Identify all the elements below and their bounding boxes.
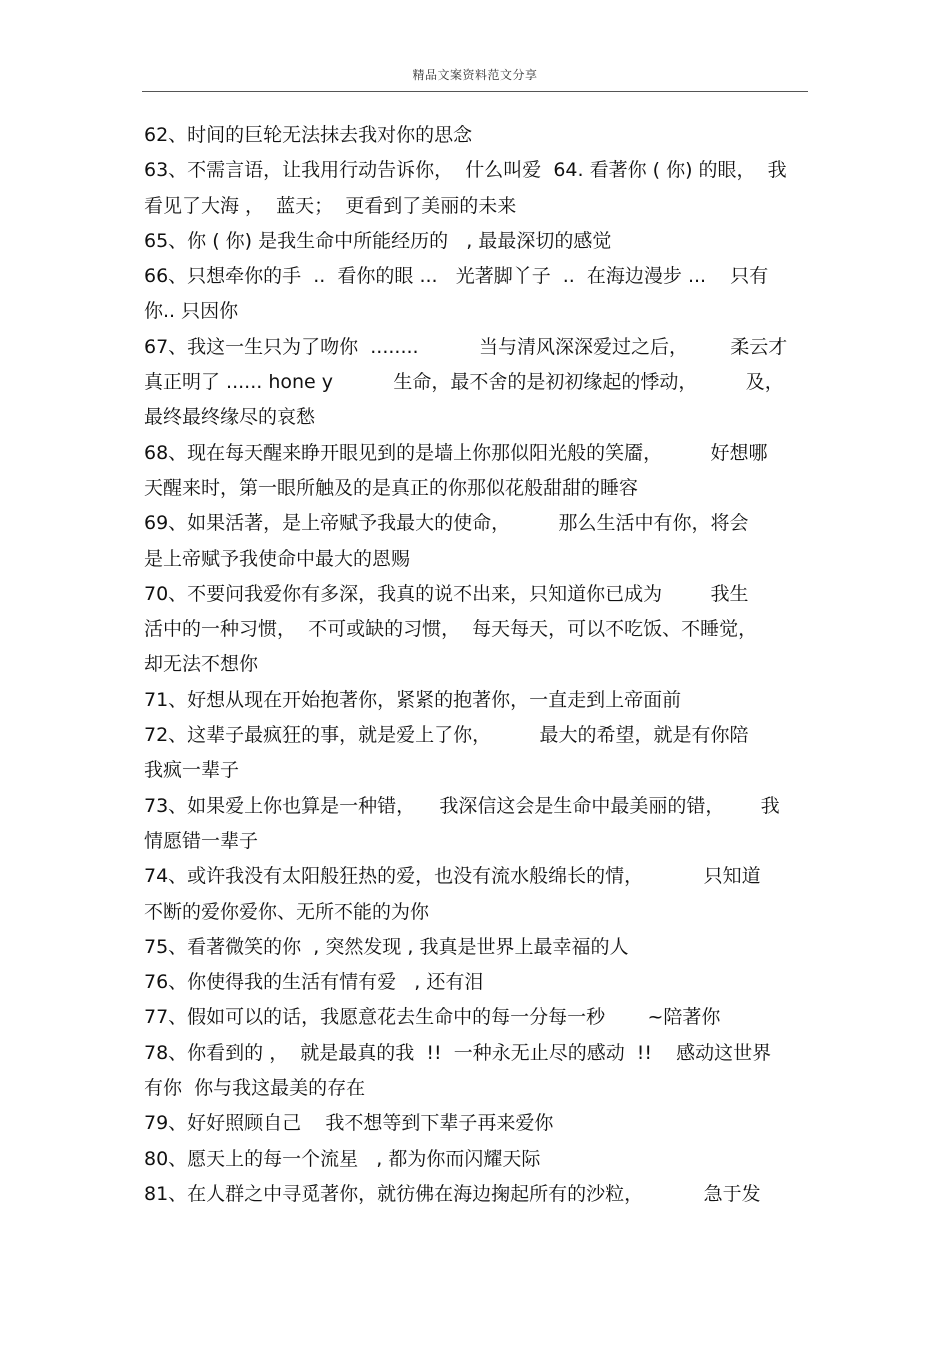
text-line: 67、我这一生只为了吻你 ........ 当与清风深深爱过之后， 柔云才 [144, 335, 788, 358]
document-body [144, 118, 810, 1212]
text-line: 65、你 ( 你) 是我生命中所能经历的 , 最最深切的感觉 [144, 229, 612, 252]
text-line: 80、愿天上的每一个流星 , 都为你而闪耀天际 [144, 1147, 541, 1170]
text-line: 73、如果爱上你也算是一种错， 我深信这会是生命中最美丽的错， 我 [144, 794, 780, 817]
text-line: 是上帝赋予我使命中最大的恩赐 [144, 547, 411, 570]
header-divider [142, 91, 808, 92]
text-line: 76、你使得我的生活有情有爱 , 还有泪 [144, 971, 484, 994]
text-line: 66、只想牵你的手 .. 看你的眼 ... 光著脚丫子 .. 在海边漫步 ... 只有 [144, 265, 769, 288]
text-line: 最终最终缘尽的哀愁 [144, 406, 316, 429]
text-line: 真正明了 ...... hone y 生命，最不舍的是初初缘起的悸动， 及， [144, 371, 784, 394]
text-line: 69、如果活著，是上帝赋予我最大的使命， 那么生活中有你，将会 [144, 512, 749, 535]
page-header: 精品文案资料范文分享 [412, 68, 538, 82]
text-line: 我疯一辈子 [144, 759, 240, 782]
text-line: 78、你看到的 ， 就是最真的我 !! 一种永无止尽的感动 !! 感动这世界 [144, 1041, 772, 1064]
text-line: 63、不需言语，让我用行动告诉你， 什么叫爱 64. 看著你 ( 你) 的眼， 我 [144, 159, 787, 182]
text-line: 你.. 只因你 [144, 300, 239, 323]
text-line: 75、看著微笑的你 , 突然发现 , 我真是世界上最幸福的人 [144, 935, 629, 958]
text-line: 有你 你与我这最美的存在 [144, 1077, 366, 1100]
text-line: 却无法不想你 [144, 653, 259, 676]
text-line: 活中的一种习惯， 不可或缺的习惯， 每天每天，可以不吃饭、不睡觉， [144, 618, 758, 641]
text-line: 情愿错一辈子 [144, 829, 259, 852]
text-line: 81、在人群之中寻觅著你，就彷佛在海边掬起所有的沙粒， 急于发 [144, 1182, 761, 1205]
text-line: 74、或许我没有太阳般狂热的爱，也没有流水般绵长的情， 只知道 [144, 865, 761, 888]
text-line: 看见了大海 ， 蓝天； 更看到了美丽的未来 [144, 194, 517, 217]
text-line: 70、不要问我爱你有多深，我真的说不出来，只知道你已成为 我生 [144, 582, 749, 605]
text-line: 不断的爱你爱你、无所不能的为你 [144, 900, 430, 923]
text-line: 77、假如可以的话，我愿意花去生命中的每一分每一秒 ~陪著你 [144, 1006, 721, 1029]
text-line: 62、时间的巨轮无法抹去我对你的思念 [144, 124, 473, 146]
text-line: 72、这辈子最疯狂的事，就是爱上了你， 最大的希望，就是有你陪 [144, 724, 749, 747]
text-line: 天醒来时，第一眼所触及的是真正的你那似花般甜甜的睡容 [144, 476, 639, 499]
text-line: 71、好想从现在开始抱著你，紧紧的抱著你，一直走到上帝面前 [144, 688, 682, 711]
text-line: 79、好好照顾自己 我不想等到下辈子再来爱你 [144, 1112, 554, 1135]
text-line: 68、现在每天醒来睁开眼见到的是墙上你那似阳光般的笑靥， 好想哪 [144, 441, 768, 464]
